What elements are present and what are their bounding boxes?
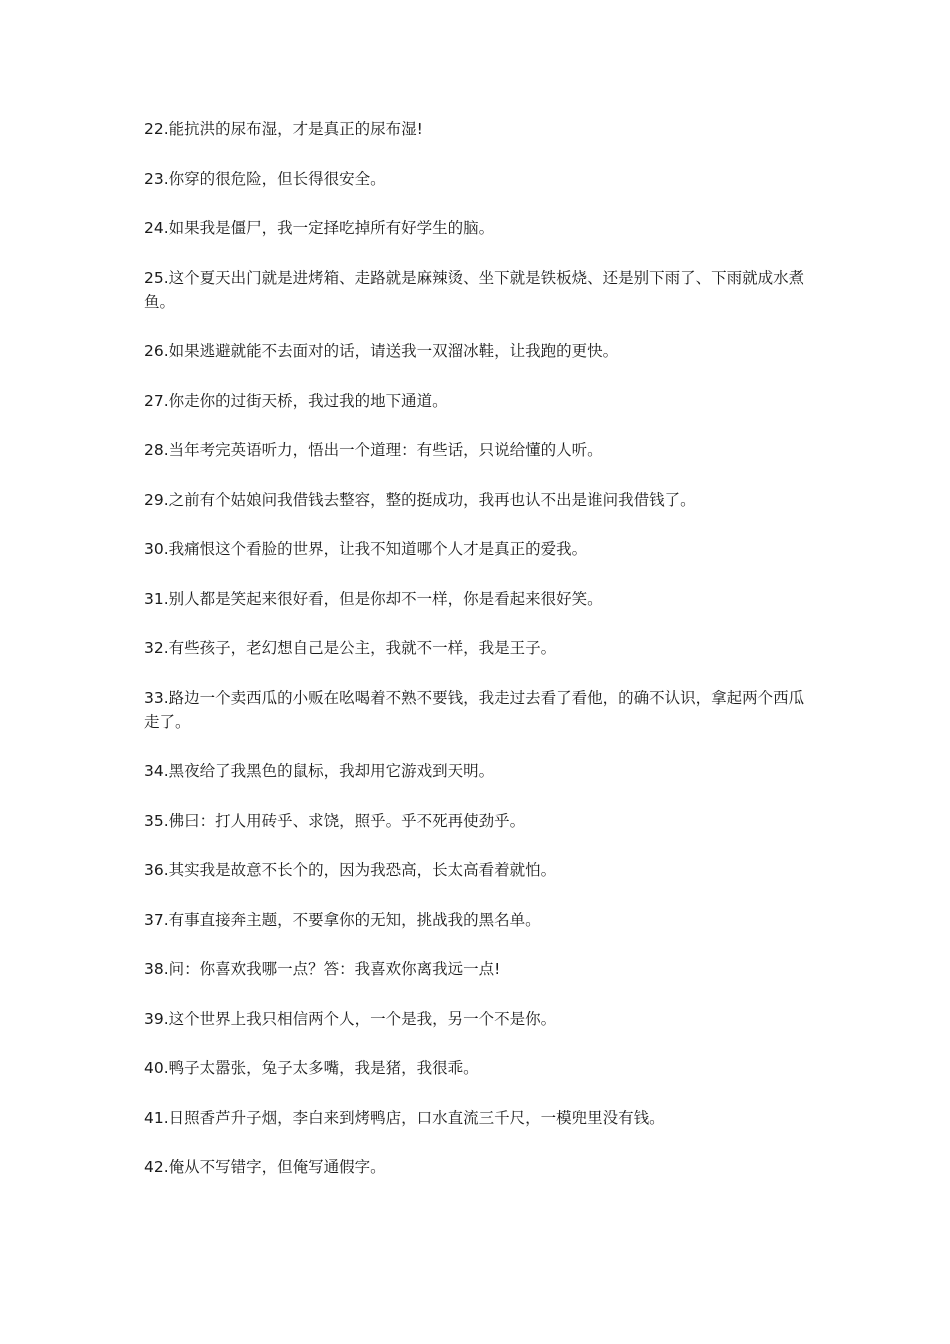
list-item: 29.之前有个姑娘问我借钱去整容，整的挺成功，我再也认不出是谁问我借钱了。 bbox=[144, 490, 696, 509]
list-item: 31.别人都是笑起来很好看，但是你却不一样，你是看起来很好笑。 bbox=[144, 589, 603, 608]
list-item: 25.这个夏天出门就是进烤箱、走路就是麻辣烫、坐下就是铁板烧、还是别下雨了、下雨就成水煮鱼。 bbox=[144, 268, 805, 311]
list-item: 34.黑夜给了我黑色的鼠标，我却用它游戏到天明。 bbox=[144, 762, 495, 780]
list-item: 36.其实我是故意不长个的，因为我恐高，长太高看着就怕。 bbox=[144, 861, 557, 879]
list-item: 30.我痛恨这个看脸的世界，让我不知道哪个人才是真正的爱我。 bbox=[144, 540, 588, 558]
list-item: 28.当年考完英语听力，悟出一个道理：有些话，只说给懂的人听。 bbox=[144, 441, 603, 459]
list-item: 37.有事直接奔主题，不要拿你的无知，挑战我的黑名单。 bbox=[144, 910, 541, 929]
list-item: 41.日照香芦升子烟，李白来到烤鸭店，口水直流三千尺，一模兜里没有钱。 bbox=[144, 1108, 665, 1127]
list-item: 35.佛曰：打人用砖乎、求饶，照乎。乎不死再使劲乎。 bbox=[144, 811, 526, 830]
list-item: 39.这个世界上我只相信两个人，一个是我，另一个不是你。 bbox=[144, 1009, 557, 1028]
list-item: 42.俺从不写错字，但俺写通假字。 bbox=[144, 1158, 386, 1176]
list-item: 26.如果逃避就能不去面对的话，请送我一双溜冰鞋，让我跑的更快。 bbox=[144, 342, 619, 360]
list-item: 27.你走你的过街天桥，我过我的地下通道。 bbox=[144, 391, 448, 410]
list-item: 38.问：你喜欢我哪一点？答：我喜欢你离我远一点! bbox=[144, 960, 501, 978]
list-item: 32.有些孩子，老幻想自己是公主，我就不一样，我是王子。 bbox=[144, 639, 557, 657]
list-item: 22.能抗洪的尿布湿，才是真正的尿布湿! bbox=[144, 120, 423, 138]
list-item: 23.你穿的很危险，但长得很安全。 bbox=[144, 169, 386, 188]
list-item: 40.鸭子太嚣张，兔子太多嘴，我是猪，我很乖。 bbox=[144, 1059, 479, 1077]
list-item: 24.如果我是僵尸，我一定择吃掉所有好学生的脑。 bbox=[144, 219, 495, 237]
joke-list bbox=[144, 117, 812, 1205]
list-item: 33.路边一个卖西瓜的小贩在吆喝着不熟不要钱，我走过去看了看他，的确不认识，拿起两个西瓜走了。 bbox=[144, 688, 805, 731]
